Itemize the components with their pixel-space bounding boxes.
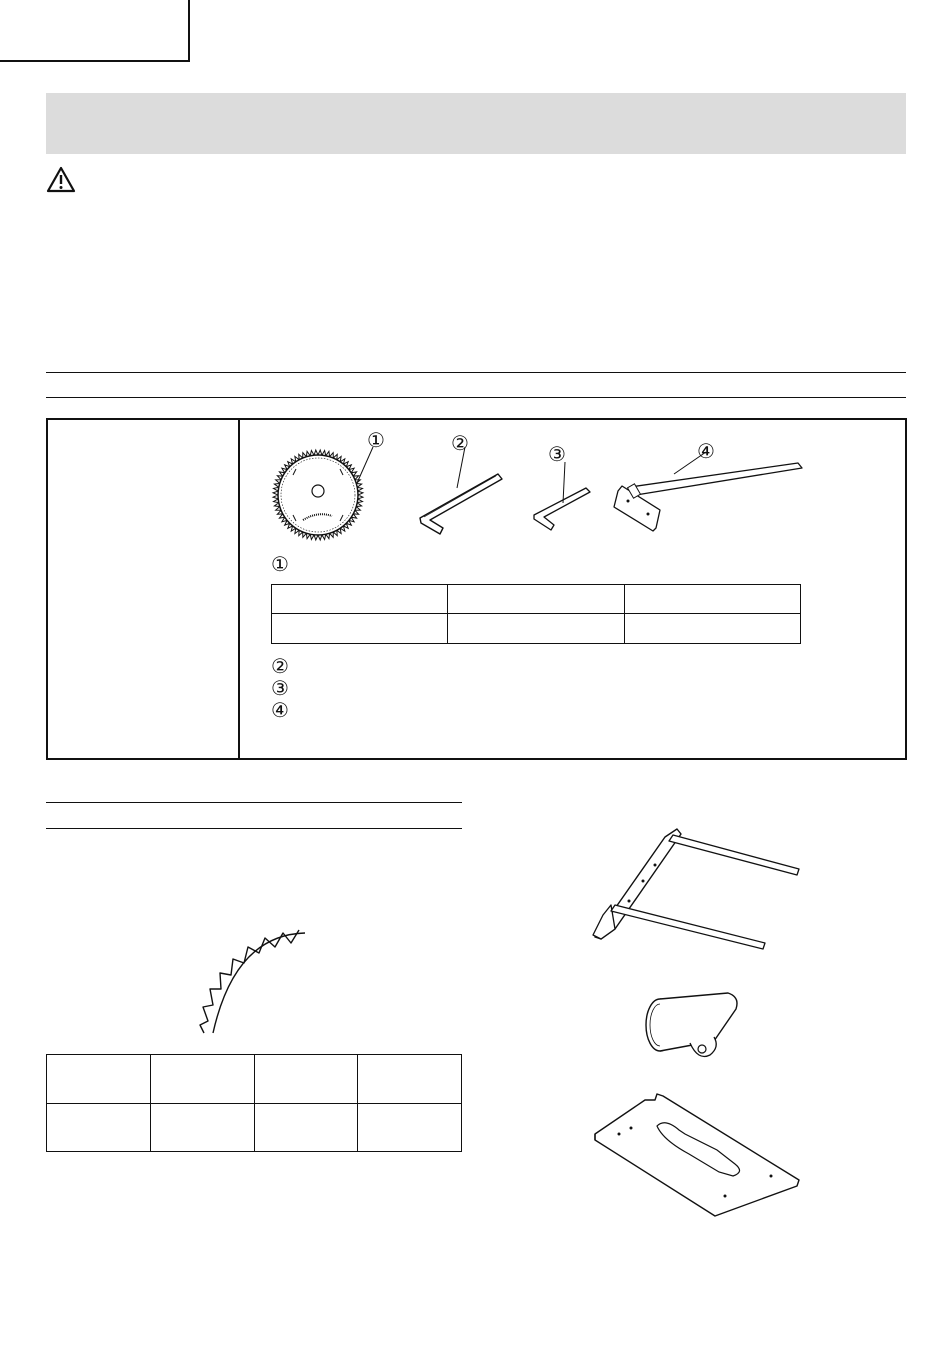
table-cell xyxy=(272,614,448,644)
table-cell xyxy=(624,614,800,644)
table-cell xyxy=(254,1104,358,1152)
table-row xyxy=(47,1104,462,1152)
item-callout-2: ② xyxy=(271,654,289,678)
warning-triangle-icon xyxy=(46,166,76,194)
page-tab-box xyxy=(0,0,190,62)
table-cell xyxy=(272,585,448,614)
rip-fence-double-illustration xyxy=(585,825,805,955)
table-row xyxy=(47,1055,462,1104)
blade-spec-callout: ① xyxy=(271,552,289,576)
table-cell xyxy=(47,1055,151,1104)
callout-4: ④ xyxy=(697,439,715,463)
table-cell xyxy=(254,1055,358,1104)
table-cell xyxy=(624,585,800,614)
blade-spec-table xyxy=(271,584,801,644)
item-callout-4: ④ xyxy=(271,698,289,722)
table-cell xyxy=(47,1104,151,1152)
saw-blade-illustration xyxy=(268,445,368,545)
optional-blade-table xyxy=(46,1054,462,1152)
rule-standard-top xyxy=(46,372,906,373)
table-cell xyxy=(448,585,624,614)
callout-2: ② xyxy=(451,431,469,455)
blade-teeth-illustration xyxy=(195,925,315,1037)
table-cell xyxy=(150,1104,254,1152)
rule-optional-top xyxy=(46,802,462,803)
table-cell xyxy=(448,614,624,644)
callout-leader-3 xyxy=(555,460,570,505)
callout-3: ③ xyxy=(548,442,566,466)
standard-accessories-divider xyxy=(238,418,240,760)
table-cell xyxy=(358,1104,462,1152)
table-cell xyxy=(358,1055,462,1104)
dust-nozzle-illustration xyxy=(640,985,750,1065)
section-header-band xyxy=(46,93,906,154)
rule-standard-bottom xyxy=(46,397,906,398)
table-cell xyxy=(150,1055,254,1104)
callout-1: ① xyxy=(367,428,385,452)
rule-optional-bottom xyxy=(46,828,462,829)
table-insert-plate-illustration xyxy=(585,1090,805,1205)
item-callout-3: ③ xyxy=(271,676,289,700)
table-row xyxy=(272,614,801,644)
table-row xyxy=(272,585,801,614)
